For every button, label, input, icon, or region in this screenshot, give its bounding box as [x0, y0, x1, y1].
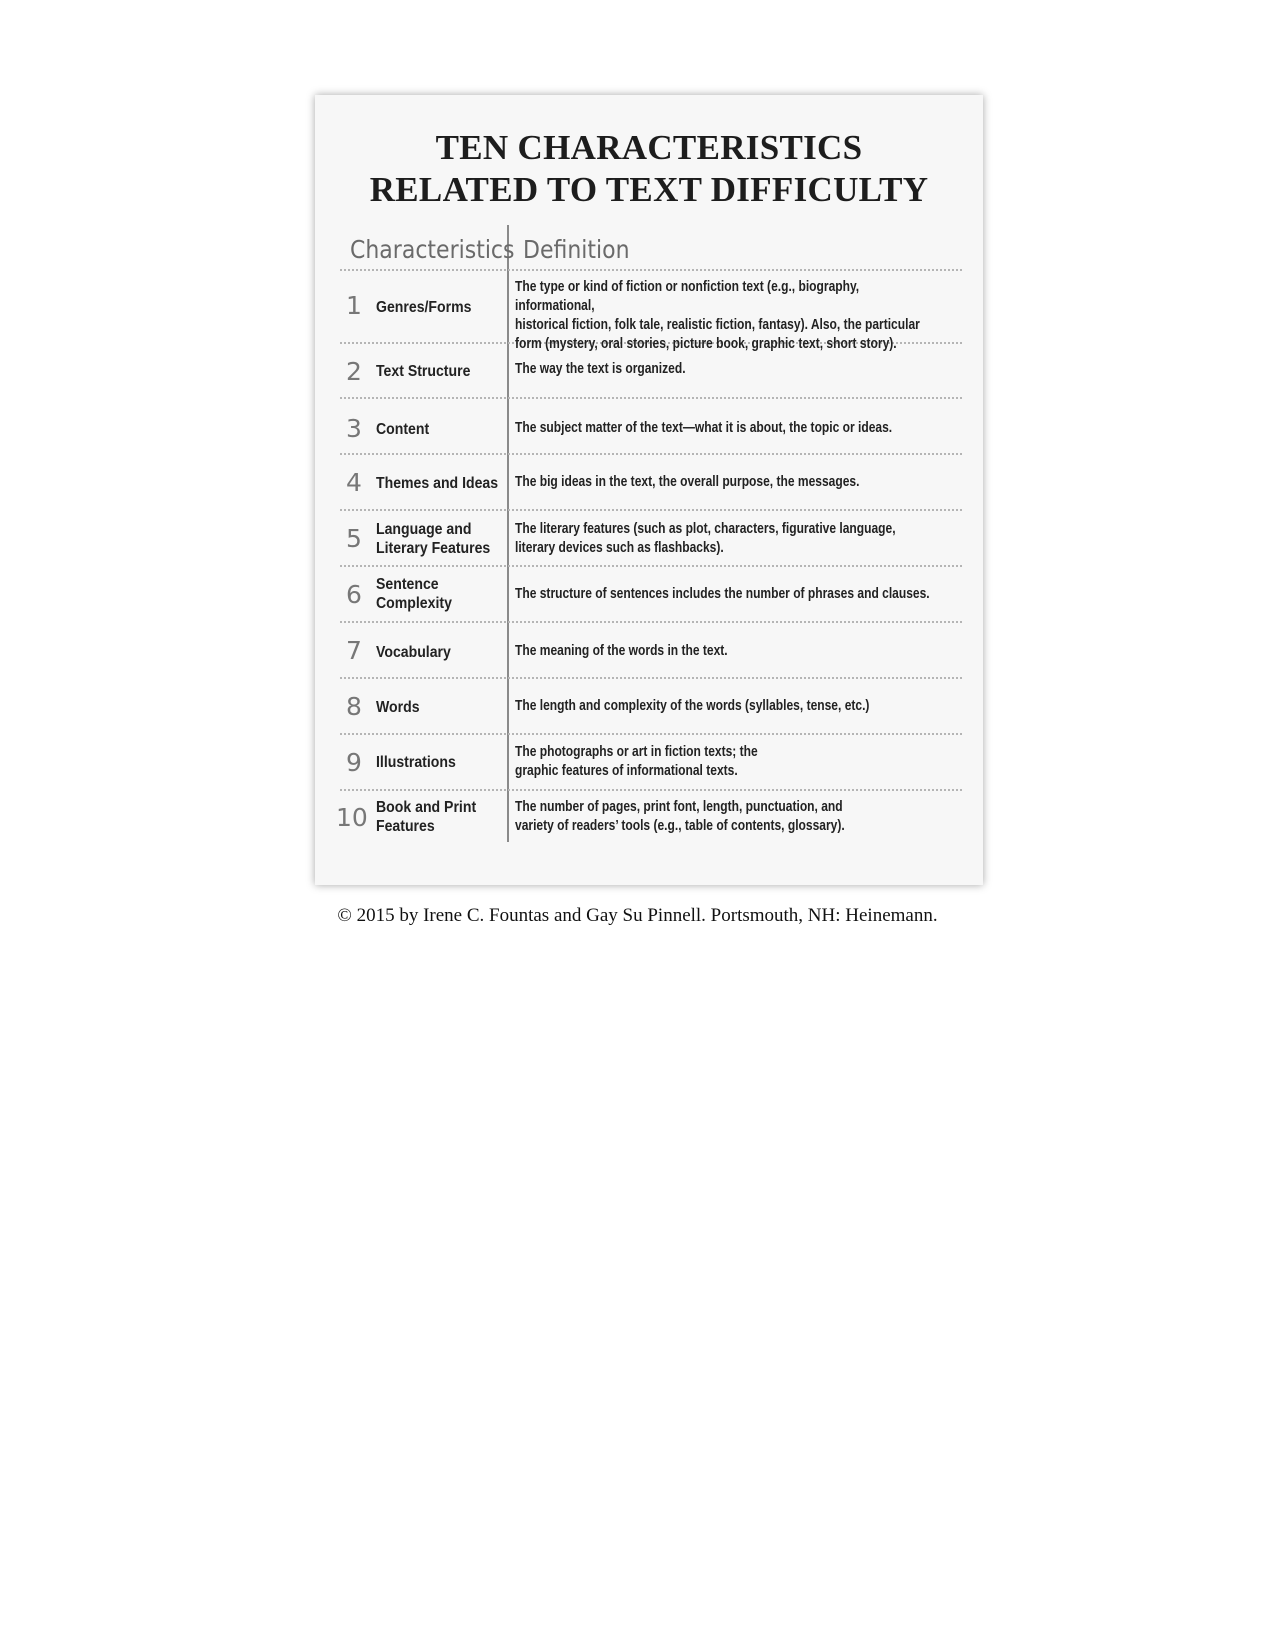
definition-line: The literary features (such as plot, characters, figurative language,	[515, 521, 896, 537]
characteristic-line: Text Structure	[376, 363, 471, 380]
definition-line: literary devices such as flashbacks).	[515, 540, 724, 556]
row-definition	[515, 697, 930, 716]
table-row	[340, 567, 962, 623]
characteristic-line: Book and Print	[376, 799, 477, 816]
characteristic-line: Features	[376, 818, 435, 835]
row-definition	[515, 520, 930, 558]
characteristic-line: Content	[376, 421, 430, 438]
table-row	[340, 679, 962, 735]
definition-line: form (mystery, oral stories, picture book, graphic text, short story).	[515, 336, 897, 352]
row-characteristic	[376, 474, 499, 493]
header-definition: Definition	[523, 235, 630, 264]
definition-line: The structure of sentences includes the number of phrases and clauses.	[515, 586, 930, 602]
characteristic-line: Genres/Forms	[376, 299, 472, 316]
row-characteristic	[376, 698, 489, 717]
characteristic-line: Literary Features	[376, 540, 491, 557]
table-row	[340, 511, 962, 567]
row-definition	[515, 585, 930, 604]
row-characteristic	[376, 643, 489, 662]
table-row	[340, 455, 962, 511]
row-number: 7	[346, 636, 362, 665]
table-row	[340, 735, 962, 791]
row-definition	[515, 360, 930, 379]
figure-card	[315, 95, 983, 885]
row-number: 8	[346, 692, 362, 721]
characteristic-line: Sentence	[376, 576, 439, 593]
row-definition	[515, 278, 930, 354]
definition-line: The number of pages, print font, length, punctuation, and	[515, 799, 843, 815]
copyright-caption: © 2015 by Irene C. Fountas and Gay Su Pinnell. Portsmouth, NH: Heinemann.	[337, 905, 938, 926]
characteristic-line: Words	[376, 699, 420, 716]
table-header	[340, 225, 962, 271]
table-row	[340, 271, 962, 352]
characteristic-line: Language and	[376, 521, 472, 538]
row-characteristic	[376, 798, 489, 836]
definition-line: The meaning of the words in the text.	[515, 643, 728, 659]
definition-line: The length and complexity of the words (syllables, tense, etc.)	[515, 698, 870, 714]
characteristics-table	[336, 225, 962, 843]
definition-line: historical fiction, folk tale, realistic fiction, fantasy). Also, the particular	[515, 317, 920, 333]
row-characteristic	[376, 420, 489, 439]
definition-line: The way the text is organized.	[515, 361, 686, 377]
row-number: 2	[346, 357, 362, 386]
figure-title	[315, 127, 983, 211]
row-characteristic	[376, 575, 489, 613]
definition-line: The type or kind of fiction or nonfiction text (e.g., biography, informational,	[515, 279, 860, 314]
definition-line: The big ideas in the text, the overall purpose, the messages.	[515, 474, 860, 490]
definition-line: The photographs or art in fiction texts; the	[515, 744, 758, 760]
row-number: 1	[346, 291, 362, 320]
definition-line: The subject matter of the text—what it is about, the topic or ideas.	[515, 420, 893, 436]
row-number: 6	[346, 580, 362, 609]
row-definition	[515, 473, 930, 492]
row-characteristic	[376, 753, 489, 772]
row-number: 4	[346, 468, 362, 497]
header-characteristics: Characteristics	[350, 235, 515, 264]
definition-line: graphic features of informational texts.	[515, 763, 738, 779]
row-number: 9	[346, 748, 362, 777]
row-definition	[515, 798, 930, 836]
table-row	[340, 399, 962, 455]
definition-line: variety of readers’ tools (e.g., table of contents, glossary).	[515, 818, 845, 834]
row-definition	[515, 743, 930, 781]
row-number: 10	[336, 803, 368, 832]
row-number: 5	[346, 524, 362, 553]
row-characteristic	[376, 298, 489, 317]
table-row	[340, 344, 962, 399]
characteristic-line: Vocabulary	[376, 644, 451, 661]
table-row	[340, 623, 962, 679]
table-row	[336, 791, 962, 843]
row-definition	[515, 419, 930, 438]
title-line-2: RELATED TO TEXT DIFFICULTY	[369, 170, 929, 209]
characteristic-line: Complexity	[376, 595, 452, 612]
title-line-1: TEN CHARACTERISTICS	[435, 128, 863, 167]
characteristic-line: Themes and Ideas	[376, 475, 499, 492]
row-number: 3	[346, 414, 362, 443]
row-definition	[515, 642, 930, 661]
characteristic-line: Illustrations	[376, 754, 456, 771]
row-characteristic	[376, 520, 489, 558]
row-characteristic	[376, 362, 489, 381]
